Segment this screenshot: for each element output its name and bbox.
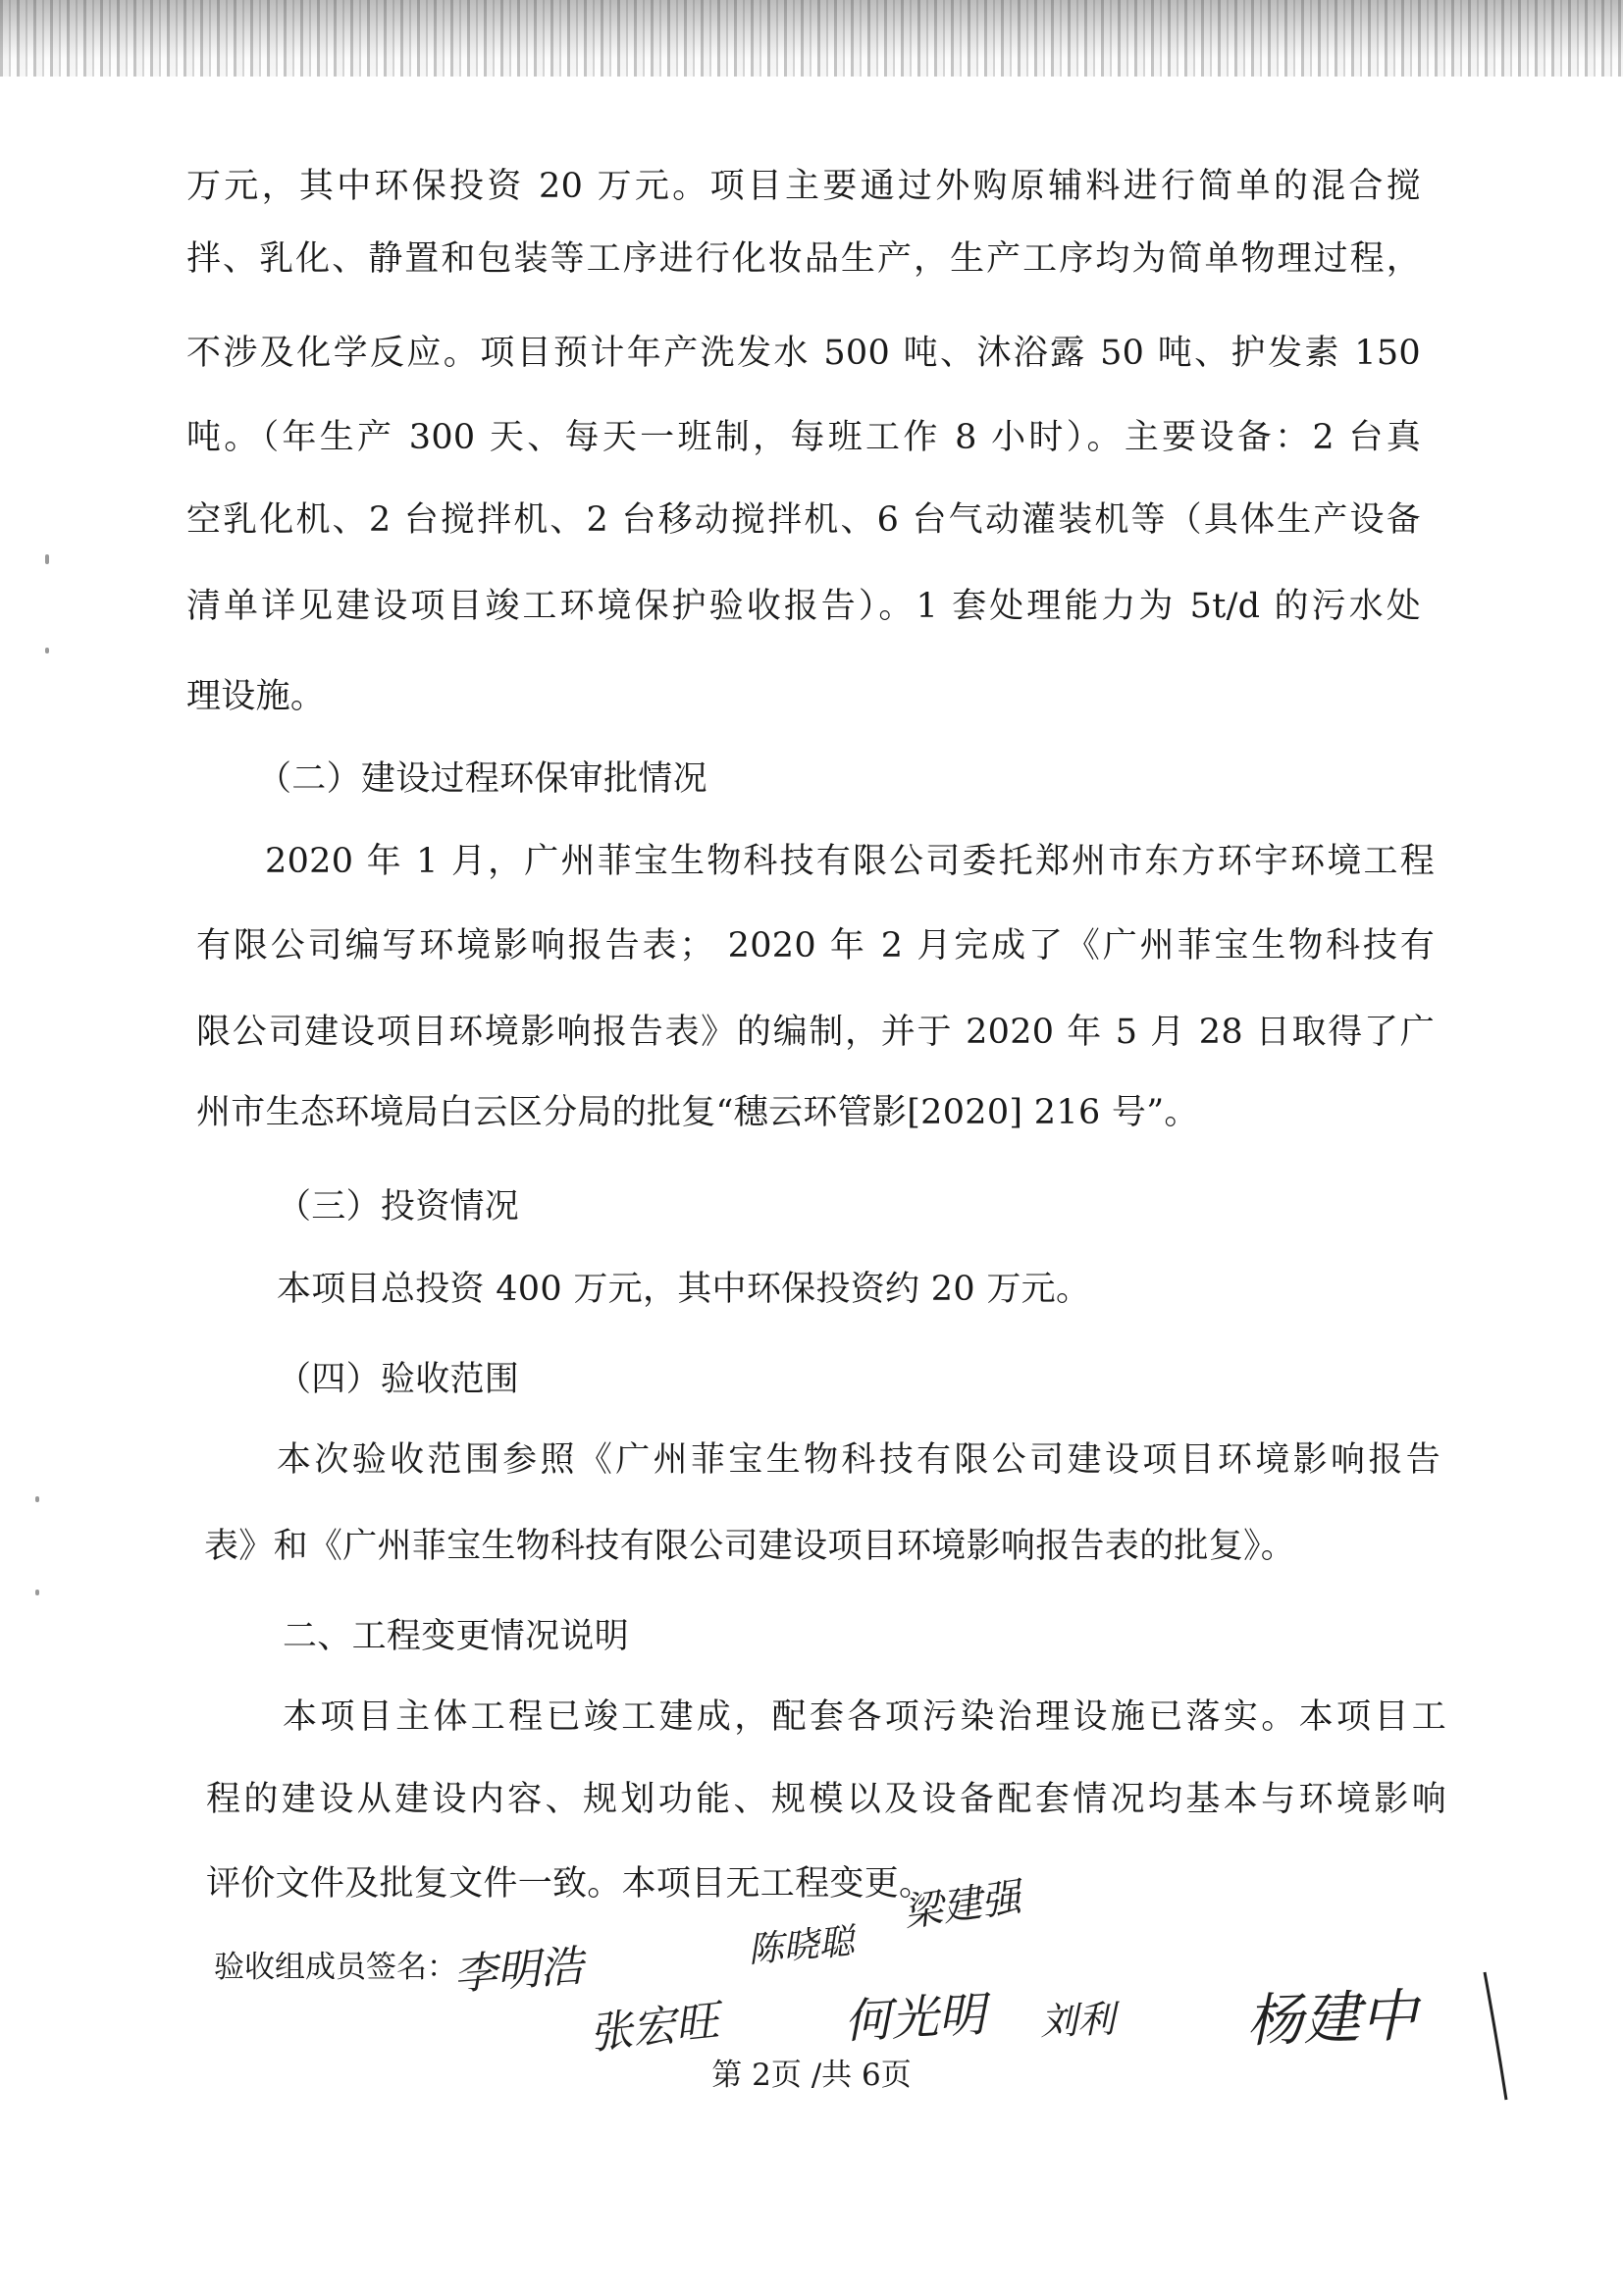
signature: 杨建中	[1245, 1981, 1419, 2056]
signature: 李明浩	[451, 1941, 585, 2001]
section-heading: 二、工程变更情况说明	[283, 1617, 630, 1656]
body-line: 限公司建设项目环境影响报告表》的编制，并于 2020 年 5 月 28 日取得了广	[196, 1013, 1435, 1052]
body-line: 清单详见建设项目竣工环境保护验收报告）。1 套处理能力为 5t/d 的污水处	[186, 587, 1421, 626]
body-line: 州市生态环境局白云区分局的批复“穗云环管影[2020] 216 号”。	[196, 1093, 1199, 1132]
body-line: 本项目总投资 400 万元，其中环保投资约 20 万元。	[277, 1270, 1091, 1309]
page-number: 第 2页 /共 6页	[711, 2058, 912, 2093]
body-line: 2020 年 1 月，广州菲宝生物科技有限公司委托郑州市东方环宇环境工程	[265, 842, 1435, 881]
body-line: 吨。（年生产 300 天、每天一班制，每班工作 8 小时）。主要设备：2 台真	[186, 418, 1421, 457]
body-line: 理设施。	[186, 677, 326, 716]
body-line: 表》和《广州菲宝生物科技有限公司建设项目环境影响报告表的批复》。	[204, 1527, 1296, 1566]
signature: 何光明	[842, 1987, 987, 2050]
body-line: 有限公司编写环境影响报告表； 2020 年 2 月完成了《广州菲宝生物科技有	[196, 926, 1435, 965]
signature: 陈晓聪	[746, 1921, 856, 1971]
body-line: 拌、乳化、静置和包装等工序进行化妆品生产，生产工序均为简单物理过程，	[186, 239, 1421, 279]
signature: 梁建强	[900, 1874, 1024, 1937]
signature: 刘利	[1039, 1997, 1116, 2044]
body-line: 本项目主体工程已竣工建成，配套各项污染治理设施已落实。本项目工	[283, 1697, 1446, 1737]
body-line: 不涉及化学反应。项目预计年产洗发水 500 吨、沐浴露 50 吨、护发素 150	[186, 334, 1421, 373]
body-line: 空乳化机、2 台搅拌机、2 台移动搅拌机、6 台气动灌装机等（具体生产设备	[186, 500, 1421, 540]
body-line: 本次验收范围参照《广州菲宝生物科技有限公司建设项目环境影响报告	[277, 1440, 1440, 1480]
body-line: 评价文件及批复文件一致。本项目无工程变更。	[206, 1864, 934, 1904]
signature: 张宏旺	[587, 1996, 721, 2060]
body-line: 程的建设从建设内容、规划功能、规模以及设备配套情况均基本与环境影响	[206, 1780, 1446, 1819]
body-line: 万元，其中环保投资 20 万元。项目主要通过外购原辅料进行简单的混合搅	[186, 167, 1421, 206]
signature-label: 验收组成员签名：	[214, 1950, 457, 1985]
section-heading: （四）验收范围	[277, 1360, 520, 1399]
section-heading: （二）建设过程环保审批情况	[257, 759, 707, 799]
section-heading: （三）投资情况	[277, 1187, 520, 1226]
